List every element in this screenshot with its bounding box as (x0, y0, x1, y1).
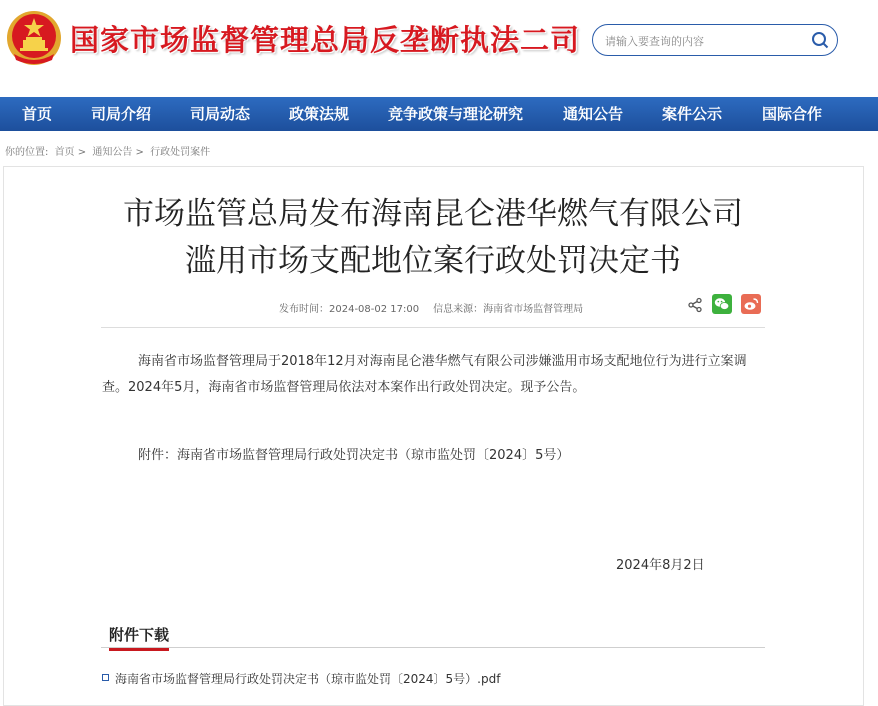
nav-item-news[interactable]: 司局动态 (190, 105, 251, 123)
breadcrumb-link-home[interactable]: 首页 (54, 147, 75, 158)
national-emblem-icon (4, 6, 64, 68)
article-paragraph: 海南省市场监督管理局于2018年12月对海南昆仑港华燃气有限公司涉嫌滥用市场支配地位行为进行立案调查。2024年5月，海南省市场监督管理局依法对本案作出行政处罚决定。现予公告。 (102, 354, 747, 395)
breadcrumb (5, 143, 210, 158)
main-nav (0, 97, 878, 131)
nav-item-notices[interactable]: 通知公告 (563, 105, 624, 123)
info-source: 信息来源：海南省市场监督管理局 (433, 304, 584, 315)
nav-item-home[interactable]: 首页 (22, 105, 53, 123)
article-title-line: 市场监管总局发布海南昆仑港华燃气有限公司 (123, 196, 743, 232)
wechat-icon[interactable] (712, 294, 732, 314)
breadcrumb-link-notices[interactable]: 通知公告 (92, 147, 133, 158)
attachment-link[interactable] (102, 670, 500, 687)
article-title-line: 滥用市场支配地位案行政处罚决定书 (185, 243, 681, 279)
site-header (0, 0, 878, 97)
nav-item-cases[interactable]: 案件公示 (662, 105, 723, 123)
breadcrumb-link-penalty-cases[interactable]: 行政处罚案件 (150, 147, 211, 158)
nav-item-international[interactable]: 国际合作 (762, 105, 823, 123)
share-icon[interactable] (687, 297, 703, 313)
breadcrumb-separator: > (77, 147, 87, 158)
weibo-icon[interactable] (741, 294, 761, 314)
square-bullet-icon (102, 674, 109, 681)
site-title: 国家市场监督管理总局反垄断执法二司 (70, 23, 581, 57)
article-title (0, 191, 866, 285)
attachment-link-label: 海南省市场监督管理局行政处罚决定书（琼市监处罚〔2024〕5号）.pdf (115, 672, 501, 686)
publish-time: 发布时间：2024-08-02 17:00 (279, 304, 420, 315)
attachment-download-title: 附件下载 (109, 624, 169, 651)
nav-item-about[interactable]: 司局介绍 (91, 105, 152, 123)
nav-item-research[interactable]: 竞争政策与理论研究 (388, 105, 524, 123)
search-box (592, 24, 838, 56)
article-meta (279, 300, 583, 315)
breadcrumb-prefix: 你的位置: (5, 147, 49, 158)
search-input[interactable] (603, 31, 807, 51)
nav-item-policy[interactable]: 政策法规 (289, 105, 350, 123)
search-icon[interactable] (811, 31, 829, 49)
article-date: 2024年8月2日 (616, 558, 705, 573)
article-attachment-note: 附件：海南省市场监督管理局行政处罚决定书（琼市监处罚〔2024〕5号） (138, 448, 570, 463)
attachment-download-header (101, 622, 765, 648)
meta-divider (101, 327, 765, 328)
breadcrumb-separator: > (135, 147, 144, 158)
